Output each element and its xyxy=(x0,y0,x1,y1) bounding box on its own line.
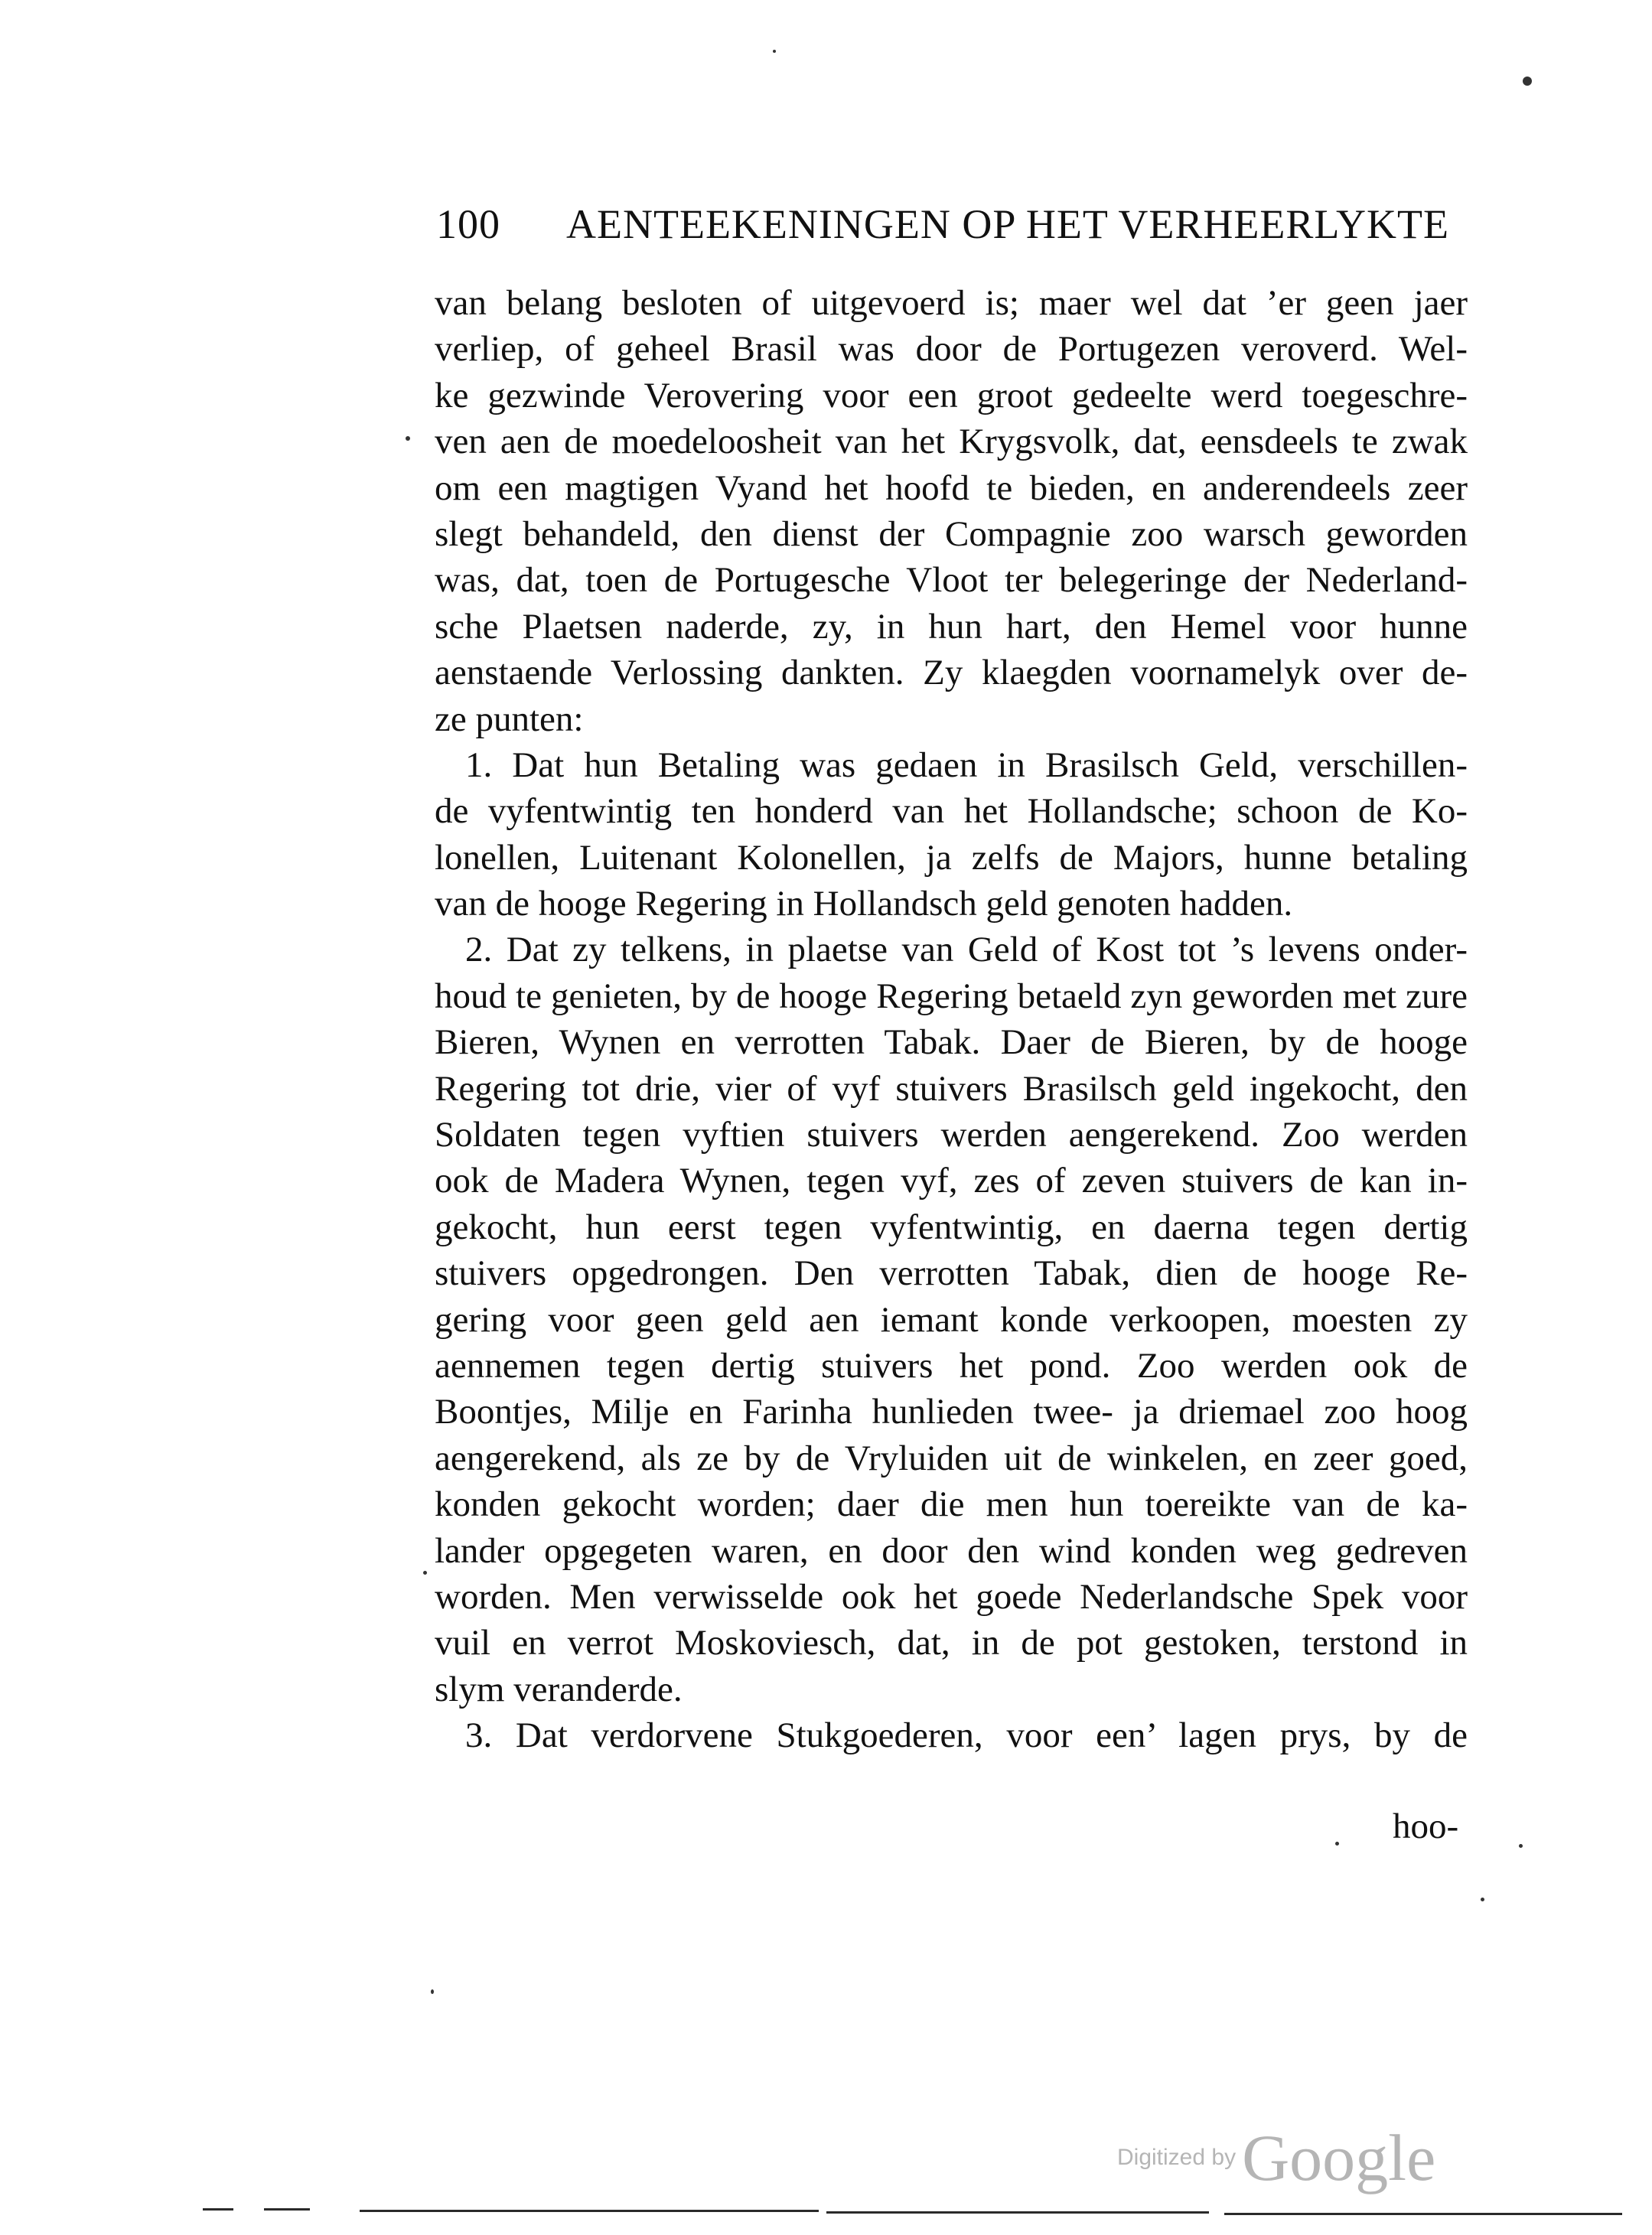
text-line: de vyfentwintig ten honderd van het Hollandsche; schoon de Ko- xyxy=(435,791,1468,832)
text-line: slym veranderde. xyxy=(435,1669,683,1709)
text-line: Soldaten tegen vyftien stuivers werden aengerekend. Zoo werden xyxy=(435,1115,1468,1155)
paragraph-1-start: 1. Dat hun Betaling was gedaen in Brasilsch Geld, verschillen- xyxy=(465,744,1468,785)
text-line: aennemen tegen dertig stuivers het pond. Zoo werden ook de xyxy=(435,1345,1468,1386)
text-line: Regering tot drie, vier of vyf stuivers Brasilsch geld ingekocht, den xyxy=(435,1068,1468,1109)
text-line: lander opgegeten waren, en door den wind konden weg gedreven xyxy=(435,1530,1468,1571)
text-line: ke gezwinde Verovering voor een groot gedeelte werd toegeschre- xyxy=(435,375,1468,415)
page-edge-line xyxy=(360,2210,819,2212)
text-line: gekocht, hun eerst tegen vyfentwintig, en daerna tegen dertig xyxy=(435,1207,1468,1247)
page-edge-line xyxy=(203,2208,233,2211)
text-line: konden gekocht worden; daer die men hun toereikte van de ka- xyxy=(435,1484,1468,1525)
paragraph-3-start: 3. Dat verdorvene Stukgoederen, voor een’ lagen prys, by de xyxy=(465,1715,1468,1756)
paragraph-2-start: 2. Dat zy telkens, in plaetse van Geld of Kost tot ’s levens onder- xyxy=(465,930,1468,970)
text-line: sche Plaetsen naderde, zy, in hun hart, den Hemel voor hunne xyxy=(435,606,1468,647)
page-edge-line xyxy=(1224,2213,1622,2215)
digitized-by-google-watermark xyxy=(1117,2119,1435,2196)
text-line: aengerekend, als ze by de Vryluiden uit de winkelen, en zeer goed, xyxy=(435,1438,1468,1478)
running-title: AENTEEKENINGEN OP HET VERHEERLYKTE xyxy=(566,201,1449,247)
text-line: verliep, of geheel Brasil was door de Portugezen veroverd. Wel- xyxy=(435,329,1468,370)
text-line: aenstaende Verlossing dankten. Zy klaegden voornamelyk over de- xyxy=(435,653,1468,693)
page-header xyxy=(436,200,1449,254)
page-edge-line xyxy=(264,2208,310,2211)
text-line: van belang besloten of uitgevoerd is; maer wel dat ’er geen jaer xyxy=(435,283,1468,323)
text-line: om een magtigen Vyand het hoofd te bieden, en anderendeels zeer xyxy=(435,468,1468,508)
text-line: ven aen de moedeloosheit van het Krygsvolk, dat, eensdeels te zwak xyxy=(435,422,1468,462)
text-line: lonellen, Luitenant Kolonellen, ja zelfs de Majors, hunne betaling xyxy=(435,837,1468,878)
text-line: ook de Madera Wynen, tegen vyf, zes of zeven stuivers de kan in- xyxy=(435,1161,1468,1201)
watermark-prefix: Digitized by xyxy=(1117,2145,1237,2170)
catchword: hoo- xyxy=(1393,1807,1459,1846)
page-edge-line xyxy=(826,2211,1209,2214)
text-line: Boontjes, Milje en Farinha hunlieden twee- ja driemael zoo hoog xyxy=(435,1392,1468,1432)
text-line: vuil en verrot Moskoviesch, dat, in de pot gestoken, terstond in xyxy=(435,1623,1468,1663)
text-line: Bieren, Wynen en verrotten Tabak. Daer de Bieren, by de hooge xyxy=(435,1022,1468,1063)
page-number: 100 xyxy=(436,201,500,247)
text-line: was, dat, toen de Portugesche Vloot ter belegeringe der Nederland- xyxy=(435,560,1468,601)
text-line: houd te genieten, by de hooge Regering betaeld zyn geworden met zure xyxy=(435,976,1468,1016)
text-line: gering voor geen geld aen iemant konde verkoopen, moesten zy xyxy=(435,1299,1468,1340)
google-logo: Google xyxy=(1242,2121,1436,2194)
text-line: van de hooge Regering in Hollandsch geld genoten hadden. xyxy=(435,884,1293,924)
text-line: worden. Men verwisselde ook het goede Nederlandsche Spek voor xyxy=(435,1576,1468,1617)
text-line: ze punten: xyxy=(435,699,584,739)
body-text xyxy=(435,280,1468,1759)
text-line: slegt behandeld, den dienst der Compagnie zoo warsch geworden xyxy=(435,513,1468,554)
text-line: stuivers opgedrongen. Den verrotten Tabak, dien de hooge Re- xyxy=(435,1253,1468,1294)
